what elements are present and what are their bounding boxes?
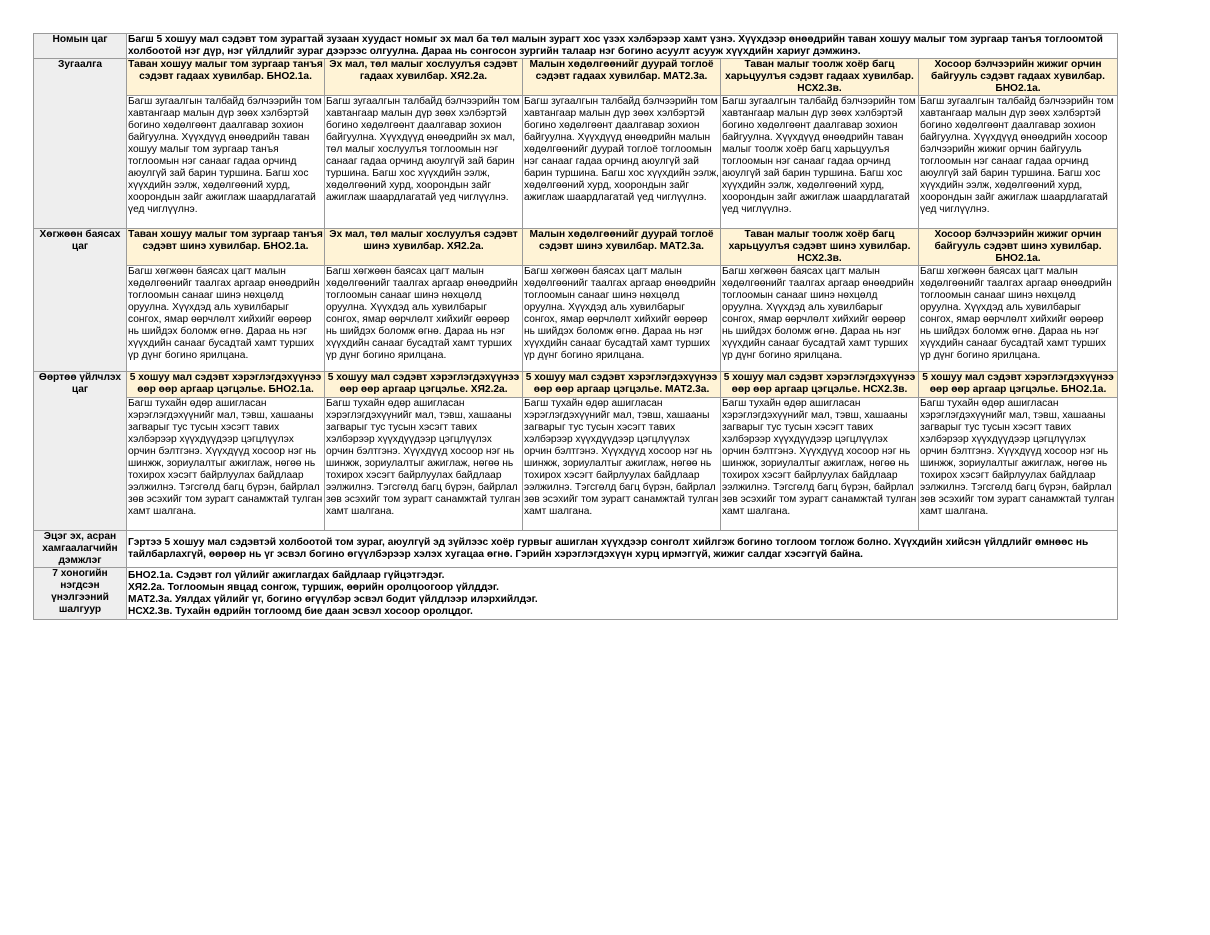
activity-body-text: Багш зугаалгын талбайд бэлчээрийн том хавтангаар малын дүр зөөх хэлбэртэй богино хөдөлгөөнт даалгавар зохион байгуулна. Хүүхдүүд өнөөдрийн таван малыг тоолж хоёр багц харьцуулъя тоглоомын нэг санааг гадаа орчинд аюулгүй зай барин туршина. Багш хос хүүхдийн ээлж, хөдөлгөөний хурд, хоорондын зайг ажиглаж шаардлагатай үед чиглүүлнэ. [722, 96, 916, 215]
activity-body [523, 266, 721, 372]
activity-body-text: Багш хөгжөөн баясах цагт малын хөдөлгөөнийг таалгах аргаар өнөөдрийн тоглоомын санааг шинэ нөхцөлд оруулна. Хүүхдэд аль хувилбарыг сонгох, ямар өөрчлөлт хийхийг өөрөөр нь шийдэх боломж өгнө. Дараа нь нэг хүүхдийн санааг бусадтай хамт турших үр дүнг богино ярилцана. [326, 266, 518, 361]
activity-header: Таван малыг тоолж хоёр багц харьцуулъя сэдэвт гадаах хувилбар. НСХ2.3в. [721, 59, 919, 96]
activity-body-text: Багш тухайн өдөр ашигласан хэрэглэгдэхүүнийг мал, тэвш, хашааны загварыг тус тусын хэсэгт тавих хэлбэрээр хүүхдүүдээр цэгцлүүлэх орчин бэлтгэнэ. Хүүхдүүд хосоор нэг нь шинжж, зориулалтыг ажиглаж, нөгөө нь тохирох хэсэгт байрлуулах байдлаар ээлжилнэ. Тэгсгөлд багц бүрэн, байрлал зөв эсэхийг том зурагт санамжтай тулган хамт шалгана. [326, 398, 521, 517]
activity-body [919, 96, 1118, 229]
activity-header: Малын хөдөлгөөнийг дуурай тоглоё сэдэвт гадаах хувилбар. МАТ2.3а. [523, 59, 721, 96]
activity-body-text: Багш зугаалгын талбайд бэлчээрийн том хавтангаар малын дүр зөөх хэлбэртэй богино хөдөлгөөнт даалгавар зохион байгуулна. Хүүхдүүд өнөөдрийн хосоор бэлчээрийн жижиг орчин байгууль тоглоомын нэг санааг гадаа орчинд аюулгүй зай барин туршина. Багш хос хүүхдийн ээлж, хөдөлгөөний хурд, хоорондын зайг ажиглаж шаардлагатай үед чиглүүлнэ. [920, 96, 1114, 215]
section-selfcare-body-row [34, 398, 1118, 531]
section-fun-header-row [34, 229, 1118, 266]
criteria-item: МАТ2.3а. Уялдах үйлийг үг, богино өгүүлбэр эсвэл бодит үйлдлээр илэрхийлдэг. [128, 593, 538, 605]
weekly-plan-table [33, 33, 1118, 620]
activity-body [325, 398, 523, 531]
row-label-book-time: Номын цаг [34, 34, 127, 59]
activity-body-text: Багш зугаалгын талбайд бэлчээрийн том хавтангаар малын дүр зөөх хэлбэртэй богино хөдөлгөөнт даалгавар зохион байгуулна. Хүүхдүүд өнөөдрийн малын хөдөлгөөнийг дуурай тоглоё тоглоомын нэг санааг гадаа орчинд аюулгүй зай барин туршина. Багш хос хүүхдийн ээлж, хөдөлгөөний хурд, хоорондын зайг ажиглаж шаардлагатай үед чиглүүлнэ. [524, 96, 719, 203]
activity-body-text: Багш тухайн өдөр ашигласан хэрэглэгдэхүүнийг мал, тэвш, хашааны загварыг тус тусын хэсэгт тавих хэлбэрээр хүүхдүүдээр цэгцлүүлэх орчин бэлтгэнэ. Хүүхдүүд хосоор нэг нь шинжж, зориулалтыг ажиглаж, нөгөө нь тохирох хэсэгт байрлуулах байдлаар ээлжилнэ. Тэгсгөлд багц бүрэн, байрлал зөв эсэхийг том зурагт санамжтай тулган хамт шалгана. [128, 398, 323, 517]
intro-row [34, 34, 1118, 59]
activity-header: Таван хошуу малыг том зургаар танъя сэдэвт гадаах хувилбар. БНО2.1а. [127, 59, 325, 96]
activity-header [919, 372, 1118, 398]
criteria-list [127, 568, 1118, 620]
activity-header: Малын хөдөлгөөнийг дуурай тоглоё сэдэвт шинэ хувилбар. МАТ2.3а. [523, 229, 721, 266]
activity-header [721, 372, 919, 398]
activity-header-text: 5 хошуу мал сэдэвт хэрэглэгдэхүүнээ өөр өөр аргаар цэгцэлье. БНО2.1а. [129, 372, 322, 395]
criteria-row [34, 568, 1118, 620]
activity-body-text: Багш хөгжөөн баясах цагт малын хөдөлгөөнийг таалгах аргаар өнөөдрийн тоглоомын санааг шинэ нөхцөлд оруулна. Хүүхдэд аль хувилбарыг сонгох, ямар өөрчлөлт хийхийг өөрөөр нь шийдэх боломж өгнө. Дараа нь нэг хүүхдийн санааг бусадтай хамт турших үр дүнг богино ярилцана. [524, 266, 716, 361]
activity-header-text: 5 хошуу мал сэдэвт хэрэглэгдэхүүнээ өөр өөр аргаар цэгцэлье. ХЯ2.2а. [327, 372, 520, 395]
activity-body-text: Багш зугаалгын талбайд бэлчээрийн том хавтангаар малын дүр зөөх хэлбэртэй богино хөдөлгөөнт даалгавар зохион байгуулна. Хүүхдүүд өнөөдрийн эх мал, төл малыг хослуулъя тоглоомын нэг санааг гадаа орчинд аюулгүй зай барин туршина. Багш хос хүүхдийн ээлж, хөдөлгөөний хурд, хоорондын зайг ажиглаж шаардлагатай үед чиглүүлнэ. [326, 96, 520, 203]
activity-header-text: 5 хошуу мал сэдэвт хэрэглэгдэхүүнээ өөр өөр аргаар цэгцэлье. НСХ2.3в. [723, 372, 916, 395]
row-label-fun-time: Хөгжөөн баясах цаг [34, 229, 127, 372]
row-label-parent-support: Эцэг эх, асран хамгаалагчийн дэмжлэг [34, 531, 127, 568]
activity-header [325, 372, 523, 398]
activity-body-text: Багш тухайн өдөр ашигласан хэрэглэгдэхүүнийг мал, тэвш, хашааны загварыг тус тусын хэсэгт тавих хэлбэрээр хүүхдүүдээр цэгцлүүлэх орчин бэлтгэнэ. Хүүхдүүд хосоор нэг нь шинжж, зориулалтыг ажиглаж, нөгөө нь тохирох хэсэгт байрлуулах байдлаар ээлжилнэ. Тэгсгөлд багц бүрэн, байрлал зөв эсэхийг том зурагт санамжтай тулган хамт шалгана. [722, 398, 917, 517]
activity-body [721, 96, 919, 229]
activity-header [523, 372, 721, 398]
row-label-outdoor: Зугаалга [34, 59, 127, 229]
activity-body [523, 96, 721, 229]
activity-header: Таван малыг тоолж хоёр багц харьцуулъя сэдэвт шинэ хувилбар. НСХ2.3в. [721, 229, 919, 266]
activity-body [127, 96, 325, 229]
section-outdoor-header-row [34, 59, 1118, 96]
row-label-self-care: Өөртөө үйлчлэх цаг [34, 372, 127, 531]
activity-body-text: Багш тухайн өдөр ашигласан хэрэглэгдэхүүнийг мал, тэвш, хашааны загварыг тус тусын хэсэгт тавих хэлбэрээр хүүхдүүдээр цэгцлүүлэх орчин бэлтгэнэ. Хүүхдүүд хосоор нэг нь шинжж, зориулалтыг ажиглаж, нөгөө нь тохирох хэсэгт байрлуулах байдлаар ээлжилнэ. Тэгсгөлд багц бүрэн, байрлал зөв эсэхийг том зурагт санамжтай тулган хамт шалгана. [920, 398, 1115, 517]
activity-body [919, 266, 1118, 372]
activity-body-text: Багш хөгжөөн баясах цагт малын хөдөлгөөнийг таалгах аргаар өнөөдрийн тоглоомын санааг шинэ нөхцөлд оруулна. Хүүхдэд аль хувилбарыг сонгох, ямар өөрчлөлт хийхийг өөрөөр нь шийдэх боломж өгнө. Дараа нь нэг хүүхдийн санааг бусадтай хамт турших үр дүнг богино ярилцана. [920, 266, 1112, 361]
activity-header: Таван хошуу малыг том зургаар танъя сэдэвт шинэ хувилбар. БНО2.1а. [127, 229, 325, 266]
activity-header-text: 5 хошуу мал сэдэвт хэрэглэгдэхүүнээ өөр өөр аргаар цэгцэлье. МАТ2.3а. [525, 372, 718, 395]
activity-body [127, 266, 325, 372]
section-outdoor-body-row [34, 96, 1118, 229]
parent-support-text: Гэртээ 5 хошуу мал сэдэвтэй холбоотой том зураг, аюулгүй эд зүйлээс хоёр гурвыг ашиглан хүүхдээр сонголт хийлгэж богино тоглоом тоглож болно. Хүүхдийн хийсэн үйлдлийг өмнөөс нь тайлбарлахгүй, өөрөөр нь үг эсвэл богино өгүүлбэрээр хэлэх хугацаа өгнө. Гэрийн хэрэглэгдэхүүн хурц ирмэггүй, жижиг салдаг хэсэггүй байна. [127, 531, 1118, 568]
activity-body [721, 398, 919, 531]
parent-support-row [34, 531, 1118, 568]
activity-body [325, 266, 523, 372]
activity-header: Хосоор бэлчээрийн жижиг орчин байгууль сэдэвт гадаах хувилбар. БНО2.1а. [919, 59, 1118, 96]
activity-body-text: Багш хөгжөөн баясах цагт малын хөдөлгөөнийг таалгах аргаар өнөөдрийн тоглоомын санааг шинэ нөхцөлд оруулна. Хүүхдэд аль хувилбарыг сонгох, ямар өөрчлөлт хийхийг өөрөөр нь шийдэх боломж өгнө. Дараа нь нэг хүүхдийн санааг бусадтай хамт турших үр дүнг богино ярилцана. [128, 266, 320, 361]
criteria-item: БНО2.1а. Сэдэвт гол үйлийг ажиглагдах байдлаар гүйцэтгэдэг. [128, 569, 445, 581]
section-fun-body-row [34, 266, 1118, 372]
activity-header: Эх мал, төл малыг хослуулъя сэдэвт гадаах хувилбар. ХЯ2.2а. [325, 59, 523, 96]
activity-body-text: Багш хөгжөөн баясах цагт малын хөдөлгөөнийг таалгах аргаар өнөөдрийн тоглоомын санааг шинэ нөхцөлд оруулна. Хүүхдэд аль хувилбарыг сонгох, ямар өөрчлөлт хийхийг өөрөөр нь шийдэх боломж өгнө. Дараа нь нэг хүүхдийн санааг бусадтай хамт турших үр дүнг богино ярилцана. [722, 266, 914, 361]
activity-body [721, 266, 919, 372]
criteria-item: НСХ2.3в. Тухайн өдрийн тоглоомд бие даан эсвэл хосоор оролцдог. [128, 605, 473, 617]
row-label-criteria: 7 хоногийн нэгдсэн үнэлгээний шалгуур [34, 568, 127, 620]
activity-body [919, 398, 1118, 531]
activity-body-text: Багш тухайн өдөр ашигласан хэрэглэгдэхүүнийг мал, тэвш, хашааны загварыг тус тусын хэсэгт тавих хэлбэрээр хүүхдүүдээр цэгцлүүлэх орчин бэлтгэнэ. Хүүхдүүд хосоор нэг нь шинжж, зориулалтыг ажиглаж, нөгөө нь тохирох хэсэгт байрлуулах байдлаар ээлжилнэ. Тэгсгөлд багц бүрэн, байрлал зөв эсэхийг том зурагт санамжтай тулган хамт шалгана. [524, 398, 719, 517]
activity-header-text: 5 хошуу мал сэдэвт хэрэглэгдэхүүнээ өөр өөр аргаар цэгцэлье. БНО2.1а. [922, 372, 1114, 395]
intro-text: Багш 5 хошуу мал сэдэвт том зурагтай зузаан хуудаст номыг эх мал ба төл малын зурагт хос үзэх хэлбэрээр хамт үзнэ. Хүүхдээр өнөөдрийн таван хошуу малыг том зургаар танъя тоглоомтой холбоотой нэг дүр, нэг үйлдлийг зураг дээрээс олгуулна. Дараа нь сонгосон зургийн талаар нэг богино асуулт асууж хүүхдийн хариуг дэмжинэ. [127, 34, 1118, 59]
activity-body [325, 96, 523, 229]
criteria-item: ХЯ2.2а. Тоглоомын явцад сонгож, туршиж, өөрийн оролцоогоор үйлддэг. [128, 581, 499, 593]
activity-header: Хосоор бэлчээрийн жижиг орчин байгууль сэдэвт шинэ хувилбар. БНО2.1а. [919, 229, 1118, 266]
activity-body [127, 398, 325, 531]
activity-body [523, 398, 721, 531]
activity-header [127, 372, 325, 398]
section-selfcare-header-row [34, 372, 1118, 398]
activity-header: Эх мал, төл малыг хослуулъя сэдэвт шинэ хувилбар. ХЯ2.2а. [325, 229, 523, 266]
activity-body-text: Багш зугаалгын талбайд бэлчээрийн том хавтангаар малын дүр зөөх хэлбэртэй богино хөдөлгөөнт даалгавар зохион байгуулна. Хүүхдүүд өнөөдрийн таван хошуу малыг том зургаар танъя тоглоомын нэг санааг гадаа орчинд аюулгүй зай барин туршина. Багш хос хүүхдийн ээлж, хөдөлгөөний хурд, хоорондын зайг ажиглаж шаардлагатай үед чиглүүлнэ. [128, 96, 322, 215]
